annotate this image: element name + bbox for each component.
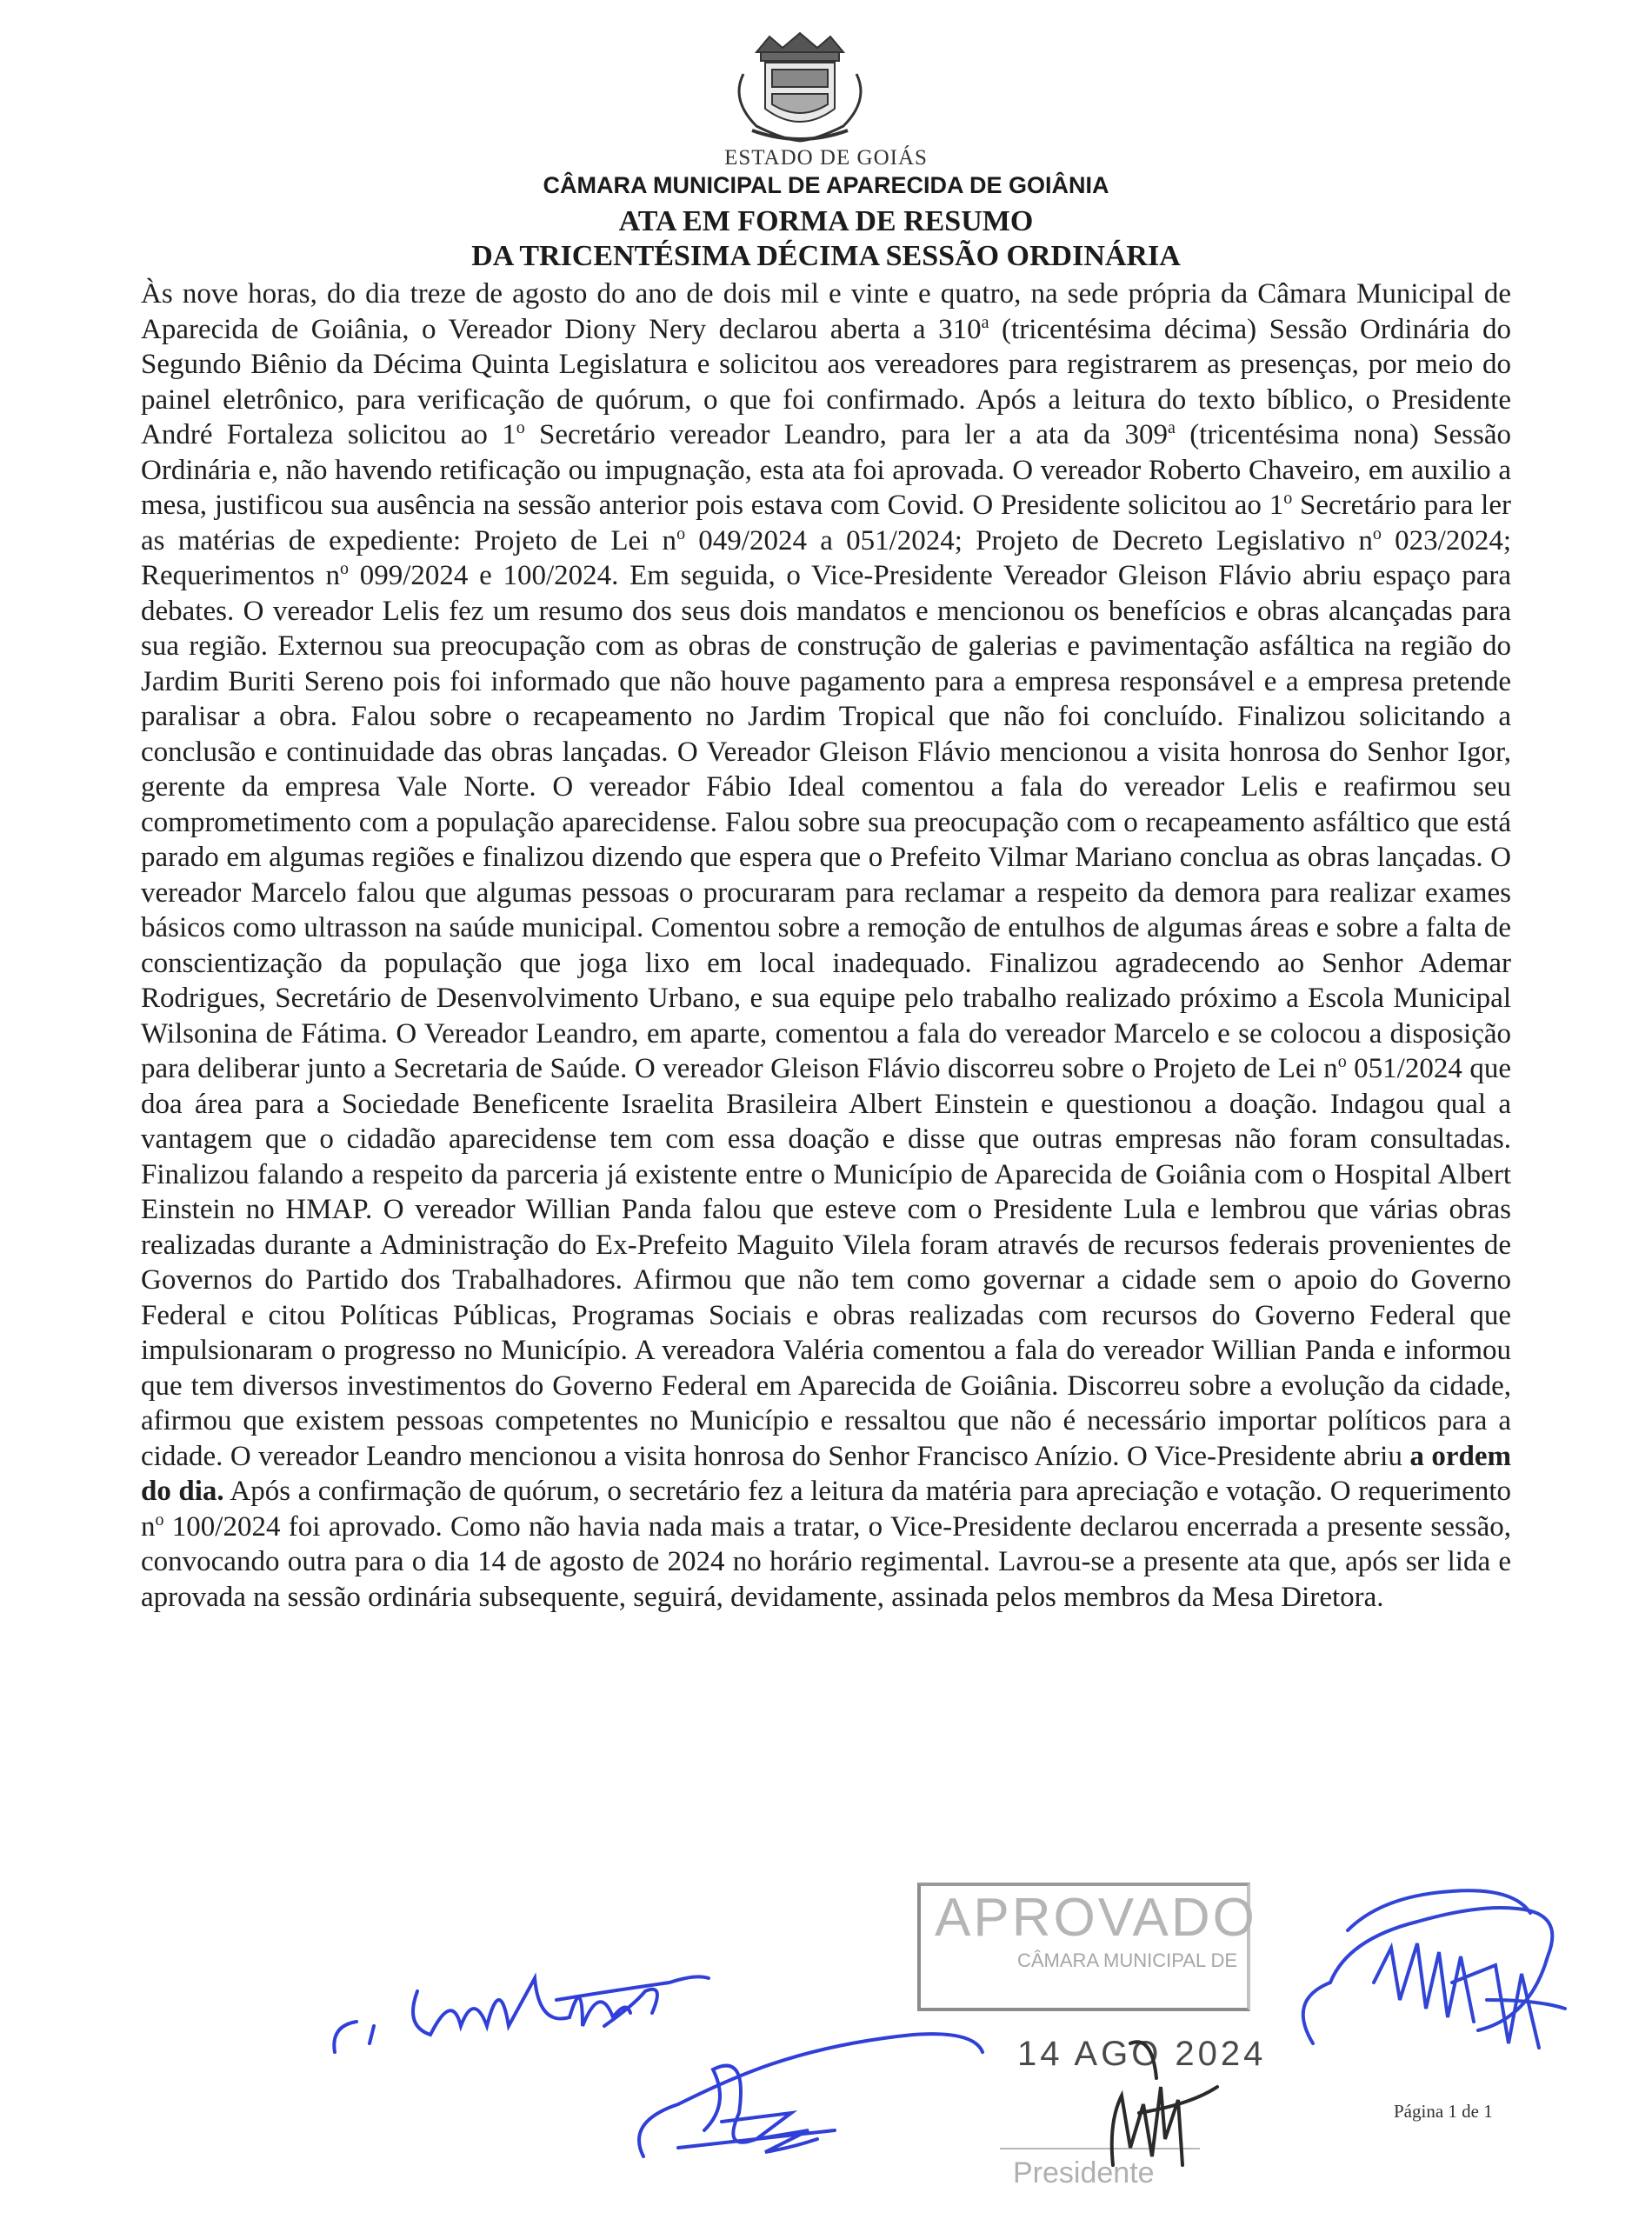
stamp-date: 14 AGO 2024 (1017, 2035, 1267, 2073)
page-number: Página 1 de 1 (1394, 2101, 1493, 2122)
minutes-body: Às nove horas, do dia treze de agosto do ano de dois mil e vinte e quatro, na sede própria da Câmara Municipal de Aparecida de Goiânia, o Vereador Diony Nery declarou aberta a 310$^a$ (tricentésima décima) Sessão Ordinária do Segundo Biênio da Décima Quinta Legislatura e solicitou aos vereadores para registrarem as presenças, por meio do painel eletrônico, para verificação de quórum, o que foi confirmado. Após a leitura do texto bíblico, o Presidente André Fortaleza solicitou ao 1$^o$ Secretário vereador Leandro, para ler a ata da 309$^a$ (tricentésima nona) Sessão Ordinária e, não havendo retificação ou impugnação, esta ata foi aprovada. O vereador Roberto Chaveiro, em auxilio a mesa, justificou sua ausência na sessão anterior pois estava com Covid. O Presidente solicitou ao 1$^o$ Secretário para ler as matérias de expediente: Projeto de Lei $n^o$ 049/2024 a 051/2024; Projeto de Decreto Legislativo $n^o$ 023/2024; Requerimentos $n^o$ 099/2024 e 100/2024. Em seguida, o Vice-Presidente Vereador Gleison Flávio abriu espaço para debates. O vereador Lelis fez um resumo dos seus dois mandatos e mencionou os benefícios e obras alcançadas para sua região. Externou sua preocupação com as obras de construção de galerias e pavimentação asfáltica na região do Jardim Buriti Sereno pois foi informado que não houve pagamento para a empresa responsável e a empresa pretende paralisar a obra. Falou sobre o recapeamento no Jardim Tropical que não foi concluído. Finalizou solicitando a conclusão e continuidade das obras lançadas. O Vereador Gleison Flávio mencionou a visita honrosa do Senhor Igor, gerente da empresa Vale Norte. O vereador Fábio Ideal comentou a fala do vereador Lelis e reafirmou seu comprometimento com a população aparecidense. Falou sobre sua preocupação com o recapeamento asfáltico que está parado em algumas regiões e finalizou dizendo que espera que o Prefeito Vilmar Mariano conclua as obras lançadas. O vereador Marcelo falou que algumas pessoas o procuraram para reclamar a respeito da demora para realizar exames básicos como ultrasson na saúde municipal. Comentou sobre a remoção de entulhos de algumas áreas e sobre a falta de conscientização da população que joga lixo em local inadequado. Finalizou agradecendo ao Senhor Ademar Rodrigues, Secretário de Desenvolvimento Urbano, e sua equipe pelo trabalho realizado próximo a Escola Municipal Wilsonina de Fátima. O Vereador Leandro, em aparte, comentou a fala do vereador Marcelo e se colocou a disposição para deliberar junto a Secretaria de Saúde. O vereador Gleison Flávio discorreu sobre o Projeto de Lei $n^o$ 051/2024 que doa área para a Sociedade Beneficente Israelita Brasileira Albert Einstein e questionou a doação. Indagou qual a vantagem que o cidadão aparecidense tem com essa doação e disse que outras empresas não foram consultadas. Finalizou falando a respeito da parceria já existente entre o Município de Aparecida de Goiânia com o Hospital Albert Einstein no HMAP. O vereador Willian Panda falou que esteve com o Presidente Lula e lembrou que várias obras realizadas durante a Administração do Ex-Prefeito Maguito Vilela foram através de recursos federais provenientes de Governos do Partido dos Trabalhadores. Afirmou que não tem como governar a cidade sem o apoio do Governo Federal e citou Políticas Públicas, Programas Sociais e obras realizadas com recursos do Governo Federal que impulsionaram o progresso no Município. A vereadora Valéria comentou a fala do vereador Willian Panda e informou que tem diversos investimentos do Governo Federal em Aparecida de Goiânia. Discorreu sobre a evolução da cidade, afirmou que existem pessoas competentes no Município e ressaltou que não é necessário importar políticos para a cidade. O vereador Leandro mencionou a visita honrosa do Senhor Francisco Anízio. O Vice-Presidente abriu a ordem do dia. Após a confirmação de quórum, o secretário fez a leitura da matéria para apreciação e votação. O requerimento $n^o$ 100/2024 foi aprovado. Como não havia nada mais a tratar, o Vice-Presidente declarou encerrada a presente sessão, convocando outra para o dia 14 de agosto de 2024 no horário regimental. Lavrou-se a presente ata que, após ser lida e aprovada na sessão ordinária subsequente, seguirá, devidamente, assinada pelos membros da Mesa Diretora. (141, 278, 1512, 1613)
stamp-signer: Presidente (1013, 2156, 1155, 2189)
agenda-emphasis: a ordem do dia. (141, 1440, 1511, 1507)
signature-center (626, 2000, 991, 2165)
coat-of-arms-icon (722, 26, 878, 148)
state-name: ESTADO DE GOIÁS (724, 146, 928, 170)
stamp-chamber: CÂMARA MUNICIPAL DE (1017, 1949, 1238, 1971)
stamp-label: APROVADO (935, 1888, 1257, 1948)
document-title-line2: DA TRICENTÉSIMA DÉCIMA SESSÃO ORDINÁRIA (471, 240, 1181, 272)
signature-president (1078, 2026, 1235, 2174)
chamber-name: CÂMARA MUNICIPAL DE APARECIDA DE GOIÂNIA (543, 172, 1109, 198)
document-title-line1: ATA EM FORMA DE RESUMO (618, 205, 1034, 237)
signature-right (1278, 1878, 1574, 2069)
